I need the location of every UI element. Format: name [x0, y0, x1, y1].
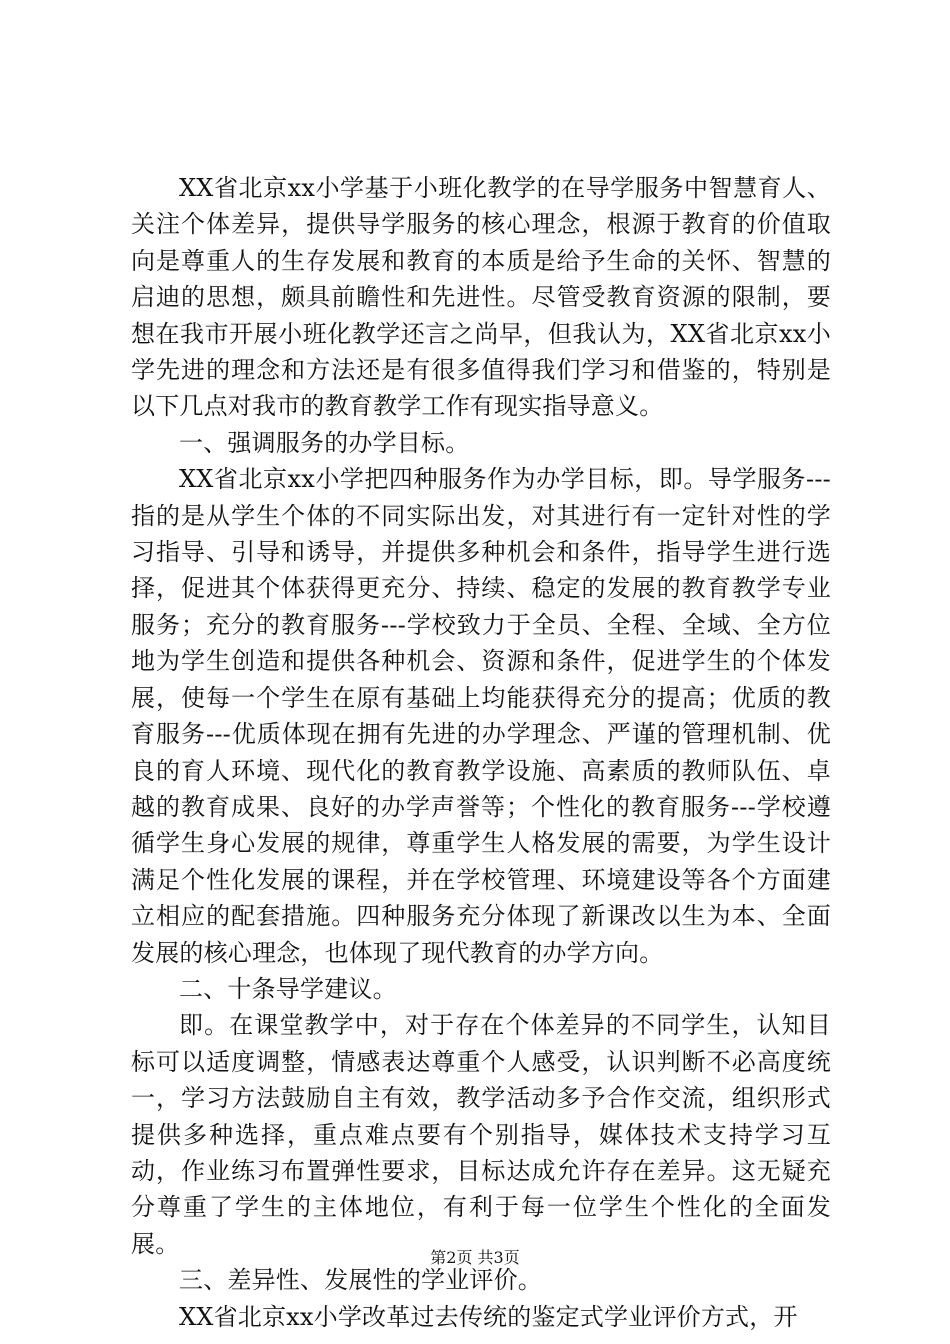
section-heading-1: 一、强调服务的办学目标。	[179, 428, 470, 457]
page-footer	[0, 1245, 950, 1268]
document-body	[131, 170, 831, 1335]
paragraph-intro: XX省北京xx小学基于小班化教学的在导学服务中智慧育人、关注个体差异，提供导学服务的核心理念，根源于教育的价值取向是尊重人的生存发展和教育的本质是给予生命的关怀、智慧的启迪的思想，颇具前瞻性和先进性。尽管受教育资源的限制，要想在我市开展小班化教学还言之尚早，但我认为，XX省北京xx小学先进的理念和方法还是有很多值得我们学习和借鉴的，特别是以下几点对我市的教育教学工作有现实指导意义。	[131, 174, 831, 421]
section-heading-2: 二、十条导学建议。	[179, 974, 397, 1003]
section-heading-3: 三、差异性、发展性的学业评价。	[179, 1266, 542, 1295]
paragraph-section-3: XX省北京xx小学改革过去传统的鉴定式学业评价方式，开	[179, 1302, 798, 1331]
paragraph-section-2: 即。在课堂教学中，对于存在个体差异的不同学生，认知目标可以适度调整，情感表达尊重个人感受，认识判断不必高度统一，学习方法鼓励自主有效，教学活动多予合作交流，组织形式提供多种选择，重点难点要有个别指导，媒体技术支持学习互动，作业练习布置弹性要求，目标达成允许存在差异。这无疑充分尊重了学生的主体地位，有利于每一位学生个性化的全面发展。	[131, 1011, 831, 1258]
paragraph-section-1: XX省北京xx小学把四种服务作为办学目标，即。导学服务---指的是从学生个体的不同实际出发，对其进行有一定针对性的学习指导、引导和诱导，并提供多种机会和条件，指导学生进行选择，促进其个体获得更充分、持续、稳定的发展的教育教学专业服务；充分的教育服务---学校致力于全员、全程、全域、全方位地为学生创造和提供各种机会、资源和条件，促进学生的个体发展，使每一个学生在原有基础上均能获得充分的提高；优质的教育服务---优质体现在拥有先进的办学理念、严谨的管理机制、优良的育人环境、现代化的教育教学设施、高素质的教师队伍、卓越的教育成果、良好的办学声誉等；个性化的教育服务---学校遵循学生身心发展的规律，尊重学生人格发展的需要，为学生设计满足个性化发展的课程，并在学校管理、环境建设等各个方面建立相应的配套措施。四种服务充分体现了新课改以生为本、全面发展的核心理念，也体现了现代教育的办学方向。	[131, 465, 831, 967]
page-number-label: 第2页 共3页	[430, 1248, 520, 1267]
